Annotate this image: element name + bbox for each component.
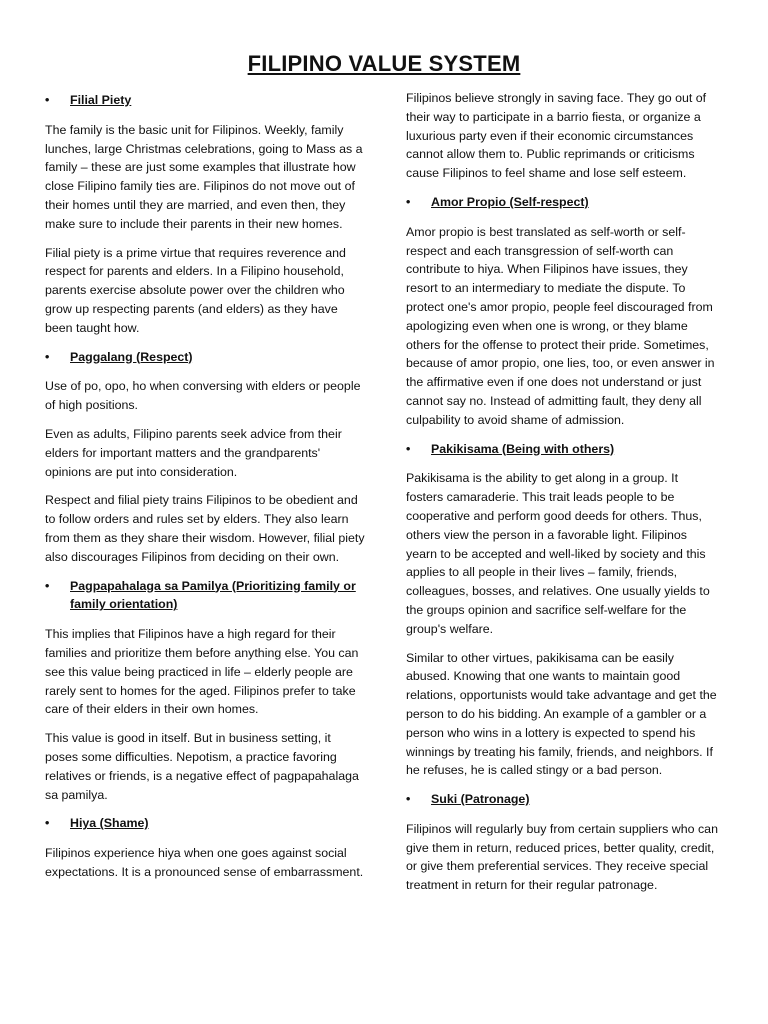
section-heading-text: Filial Piety	[70, 93, 132, 107]
paragraph: Amor propio is best translated as self-worth or self-respect and each transgression of self-worth can contribute to hiya. When Filipinos have issues, they resort to an intermediary to mediate the dispute. To protect one's amor propio, people feel discouraged from apologizing even when one is wrong, or they blame others for the offense to protect their pride. Sometimes, because of amor propio, one lies, too, or even answer in the affirmative even if one does not understand or just cannot say no. Instead of admitting fault, they deny all culpability to avoid shame of admission.	[406, 224, 715, 427]
bullet-icon: •	[406, 194, 411, 209]
bullet-icon: •	[406, 792, 411, 807]
bullet-icon: •	[45, 93, 50, 107]
section-heading-text: Hiya (Shame)	[70, 816, 149, 831]
paragraph: This implies that Filipinos have a high regard for their families and prioritize them before anything else. You can see this value being practiced in life – elderly people are rarely sent to homes for the aged. Filipinos prefer to take care of their elders in their own homes.	[45, 627, 359, 717]
paragraph: Use of po, opo, ho when conversing with elders or people of high positions.	[45, 379, 361, 413]
paragraph: Similar to other virtues, pakikisama can be easily abused. Knowing that one wants to maintain good relations, opportunists would take advantage and get the person to do his bidding. An example of a gambler or a person who wins in a lottery is expected to spend his winnings by treating his family, friends, and neighbors. If he refuses, he is called stingy or a bad person.	[406, 650, 717, 778]
paragraph: The family is the basic unit for Filipinos. Weekly, family lunches, large Christmas celebrations, going to Mass as a family – these are just some examples that illustrate how close Filipino family ties are. Filipinos do not move out of their homes until they are married, and even then, they make sure to include their parents in their new homes.	[45, 122, 363, 231]
section-heading-paggalang	[45, 348, 365, 367]
bullet-icon: •	[45, 578, 50, 593]
section-heading-text: Paggalang (Respect)	[70, 349, 193, 364]
bullet-icon: •	[45, 816, 50, 831]
bullet-icon: •	[45, 349, 50, 364]
paragraph: Pakikisama is the ability to get along in a group. It fosters camaraderie. This trait leads people to be cooperative and perform good deeds for others. Thus, others view the person in a favorable light. Filipinos yearn to be accepted and well-liked by society and this applies to all people in their lives – family, friends, colleagues, bosses, and relatives. One usually yields to the groups opinion and sacrifice self-welfare for the group's welfare.	[406, 471, 710, 636]
section-heading-hiya	[45, 814, 365, 833]
paragraph: Respect and filial piety trains Filipinos to be obedient and to follow orders and rules set by elders. They also learn from them as they share their wisdom. However, filial piety also discourages Filipinos from deciding on their own.	[45, 493, 365, 564]
section-heading-text: Suki (Patronage)	[431, 792, 530, 807]
right-column	[406, 89, 718, 905]
section-heading-text: Pagpapahalaga sa Pamilya (Prioritizing family or family orientation)	[70, 578, 356, 612]
paragraph: Even as adults, Filipino parents seek advice from their elders for important matters and the grandparents' opinions are put into consideration.	[45, 426, 342, 479]
section-heading-text: Pakikisama (Being with others)	[431, 441, 615, 456]
section-heading-pakikisama	[406, 440, 718, 459]
paragraph: This value is good in itself. But in business setting, it poses some difficulties. Nepotism, a practice favoring relatives or friends, is a negative effect of pagpapahalaga sa pamilya.	[45, 731, 359, 802]
bullet-icon: •	[406, 441, 411, 456]
left-column	[45, 89, 365, 892]
paragraph: Filipinos experience hiya when one goes against social expectations. It is a pronounced sense of embarrassment.	[45, 846, 364, 879]
section-heading-amor-propio	[406, 193, 718, 212]
section-heading-filial-piety	[45, 91, 365, 110]
section-heading-pagpapahalaga	[45, 577, 365, 615]
paragraph: Filipinos believe strongly in saving face. They go out of their way to participate in a barrio fiesta, or organize a luxurious party even if their economic circumstances cannot allow them to. Public reprimands or criticisms cause Filipinos to feel shame and lose self esteem.	[406, 91, 707, 181]
section-heading-text: Amor Propio (Self-respect)	[431, 194, 589, 209]
paragraph: Filial piety is a prime virtue that requires reverence and respect for parents and elders. In a Filipino household, parents exercise absolute power over the children who grow up respecting parents (and elders) as they have been taught how.	[45, 245, 346, 335]
paragraph: Filipinos will regularly buy from certain suppliers who can give them in return, reduced prices, better quality, credit, or give them preferential services. They receive special treatment in return for their regular patronage.	[406, 821, 718, 893]
page-title: FILIPINO VALUE SYSTEM	[247, 51, 521, 76]
section-heading-suki	[406, 790, 718, 809]
